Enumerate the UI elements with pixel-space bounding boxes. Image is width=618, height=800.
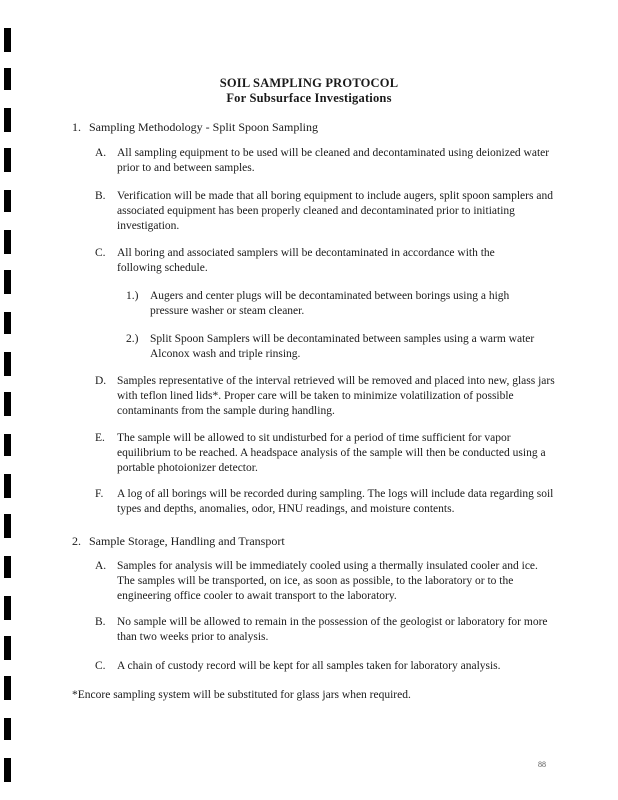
item-label: B.: [95, 616, 106, 628]
item-text: Samples for analysis will be immediately cooled using a thermally insulated cooler and ice. The samples will be transported, on ice, as soon as possible, to the laboratory or to the engineering office cooler to await transport to the laboratory.: [117, 560, 538, 602]
section-heading-text: Sampling Methodology - Split Spoon Sampling: [89, 120, 319, 134]
item-label: D.: [95, 375, 107, 387]
footnote: *Encore sampling system will be substituted for glass jars when required.: [72, 689, 411, 701]
binder-hole-mark: [4, 190, 11, 212]
item-text: Verification will be made that all boring equipment to include augers, split spoon samplers and associated equipment has been properly cleaned and decontaminated prior to initiating investigation.: [117, 190, 553, 232]
item-text: Samples representative of the interval retrieved will be removed and placed into new, glass jars with teflon lined lids*. Proper care will be taken to minimize volatilization of possible contaminants from the sample during handling.: [117, 375, 555, 417]
binder-hole-mark: [4, 28, 11, 52]
item-text: Augers and center plugs will be decontaminated between borings using a high pressure washer or steam cleaner.: [150, 290, 510, 317]
item-text: A log of all borings will be recorded during sampling. The logs will include data regarding soil types and depths, anomalies, odor, HNU readings, and moisture contents.: [117, 488, 554, 515]
item-label: A.: [95, 560, 107, 572]
item-text: Split Spoon Samplers will be decontaminated between samples using a warm water Alconox wash and triple rinsing.: [150, 333, 535, 360]
item-label: C.: [95, 247, 106, 259]
binder-hole-mark: [4, 676, 11, 700]
binder-hole-mark: [4, 758, 11, 782]
section-number: 2.: [72, 534, 81, 548]
item-label: E.: [95, 432, 105, 444]
binder-hole-mark: [4, 596, 11, 620]
item-label: B.: [95, 190, 106, 202]
item-label: 2.): [126, 333, 139, 345]
item-label: C.: [95, 660, 106, 672]
item-text: All sampling equipment to be used will be cleaned and decontaminated using deionized water prior to and between samples.: [117, 147, 550, 174]
page-subtitle: For Subsurface Investigations: [226, 91, 392, 105]
section-heading: [72, 120, 318, 135]
binder-hole-mark: [4, 718, 11, 740]
binder-hole-mark: [4, 556, 11, 578]
item-label: 1.): [126, 290, 139, 302]
item-text: All boring and associated samplers will be decontaminated in accordance with the following schedule.: [117, 247, 495, 274]
page-number: 88: [538, 760, 546, 769]
binder-hole-mark: [4, 108, 11, 132]
section-heading: [72, 534, 285, 549]
section-number: 1.: [72, 120, 81, 134]
section-heading-text: Sample Storage, Handling and Transport: [89, 534, 285, 548]
binder-hole-mark: [4, 636, 11, 660]
item-label: F.: [95, 488, 104, 500]
item-text: The sample will be allowed to sit undisturbed for a period of time sufficient for vapor equilibrium to be reached. A headspace analysis of the sample will then be conducted using a portable photoionizer detector.: [117, 432, 546, 474]
binder-hole-mark: [4, 270, 11, 294]
binder-hole-mark: [4, 392, 11, 416]
page-title: SOIL SAMPLING PROTOCOL: [219, 76, 399, 90]
item-label: A.: [95, 147, 107, 159]
binder-hole-mark: [4, 434, 11, 456]
item-text: No sample will be allowed to remain in the possession of the geologist or laboratory for more than two weeks prior to analysis.: [117, 616, 548, 643]
item-text: A chain of custody record will be kept for all samples taken for laboratory analysis.: [117, 660, 501, 672]
binder-hole-mark: [4, 230, 11, 254]
binder-hole-mark: [4, 312, 11, 334]
binder-hole-mark: [4, 148, 11, 172]
binder-hole-mark: [4, 352, 11, 376]
binder-hole-mark: [4, 474, 11, 498]
binder-hole-mark: [4, 514, 11, 538]
